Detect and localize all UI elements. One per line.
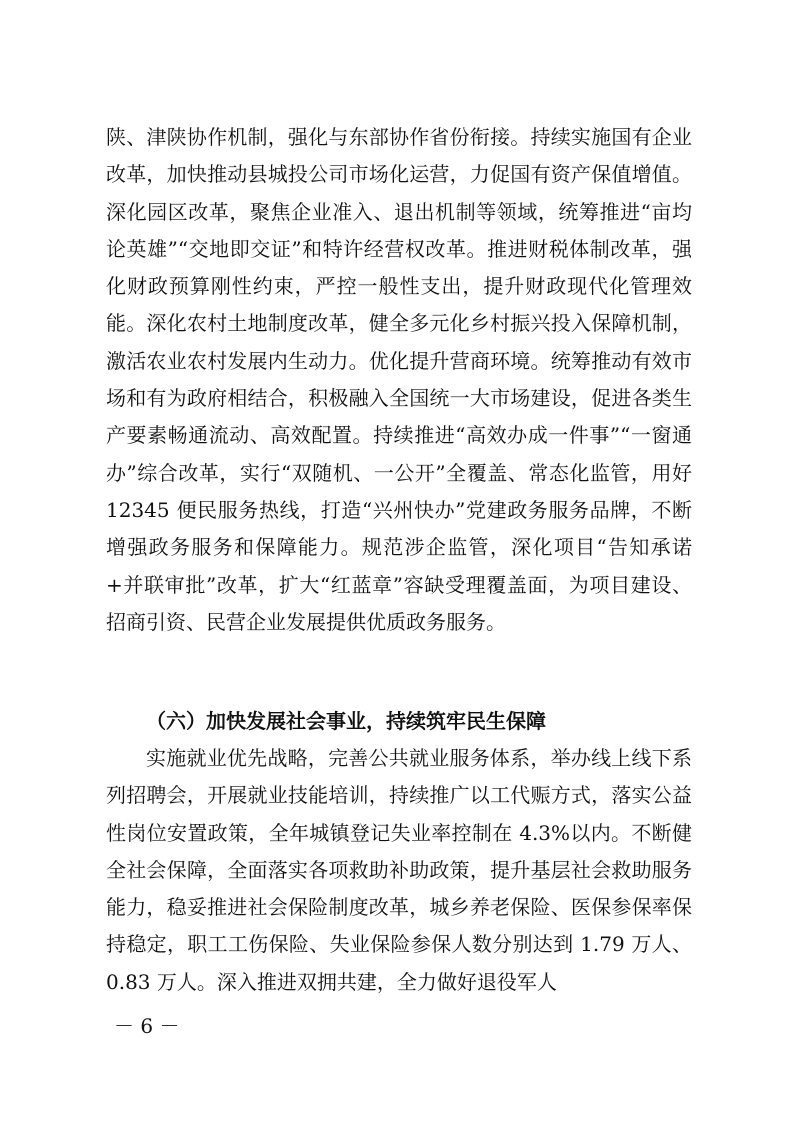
body-paragraph-reform: 陕、津陕协作机制，强化与东部协作省份衔接。持续实施国有企业改革，加快推动县城投公司市场化运营，力促国有资产保值增值。深化园区改革，聚焦企业准入、退出机制等领域，统筹推进“亩均论英雄”“交地即交证”和特许经营权改革。推进财税体制改革，强化财政预算刚性约束，严控一般性支出，提升财政现代化管理效能。深化农村土地制度改革，健全多元化乡村振兴投入保障机制，激活农业农村发展内生动力。优化提升营商环境。统筹推动有效市场和有为政府相结合，积极融入全国统一大市场建设，促进各类生产要素畅通流动、高效配置。持续推进“高效办成一件事”“一窗通办”综合改革，实行“双随机、一公开”全覆盖、常态化监管，用好 12345 便民服务热线，打造“兴州快办”党建政务服务品牌，不断增强政务服务和保障能力。规范涉企监管，深化项目“告知承诺+并联审批”改革，扩大“红蓝章”容缺受理覆盖面，为项目建设、招商引资、民营企业发展提供优质政务服务。 [106,125,692,634]
section-heading-social-affairs: （六）加快发展社会事业，持续筑牢民生保障 [146,709,546,733]
page-number: － 6 － [114,1014,180,1038]
body-paragraph-employment: 实施就业优先战略，完善公共就业服务体系，举办线上线下系列招聘会，开展就业技能培训，持续推广以工代赈方式，落实公益性岗位安置政策，全年城镇登记失业率控制在 4.3%以内。不断健全社会保障，全面落实各项救助补助政策，提升基层社会救助服务能力，稳妥推进社会保险制度改革，城乡养老保险、医保参保率保持稳定，职工工伤保险、失业保险参保人数分别达到 1.79 万人、0.83 万人。深入推进双拥共建，全力做好退役军人 [106,746,692,994]
